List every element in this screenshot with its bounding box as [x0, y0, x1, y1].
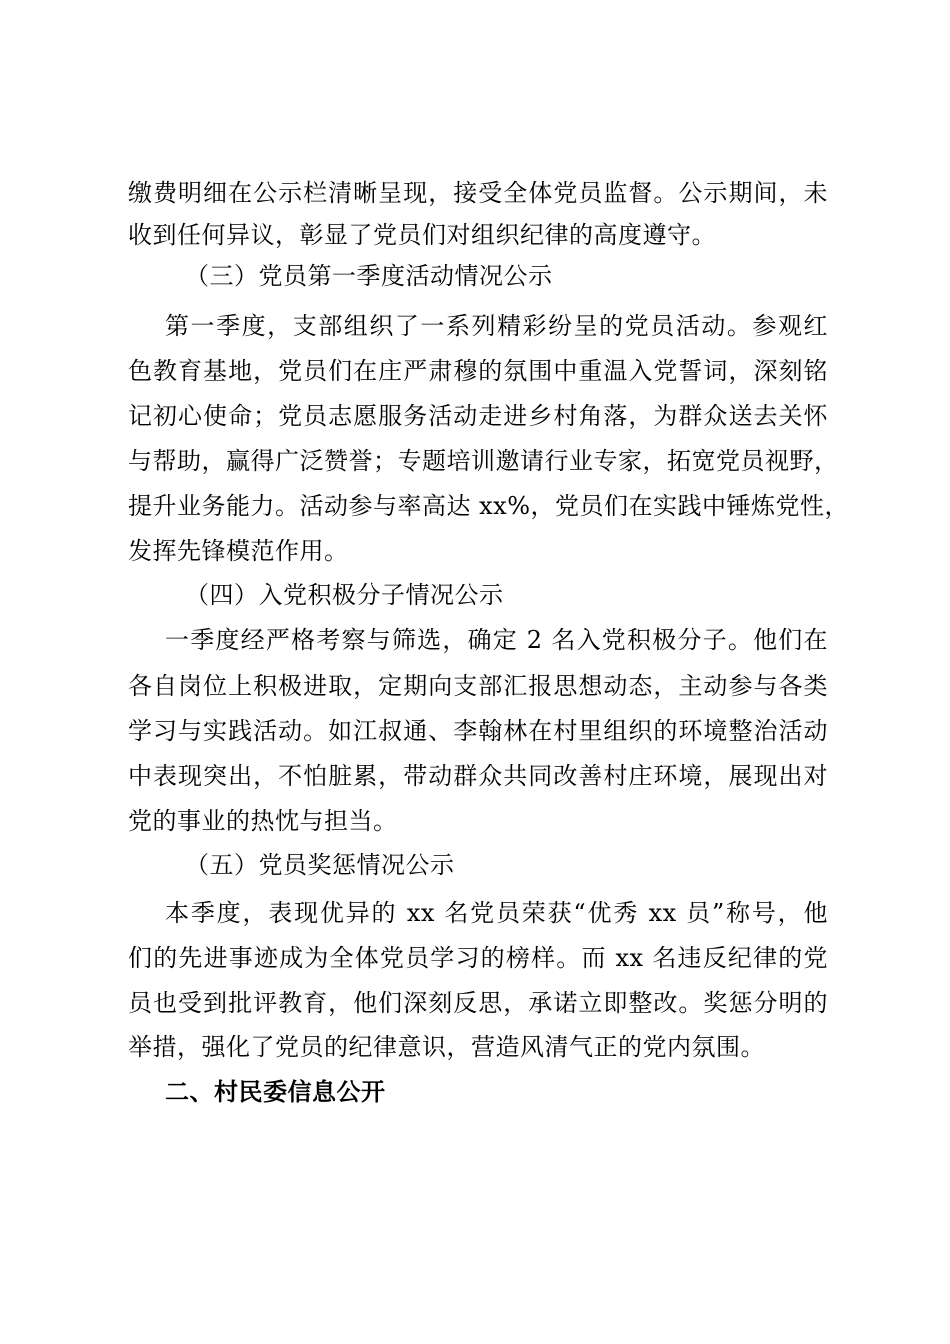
para-1-line-2: 收到任何异议，彰显了党员们对组织纪律的高度遵守。: [128, 221, 716, 249]
para-3-line-1: 一季度经严格考察与筛选，确定 2 名入党积极分子。他们在: [165, 626, 828, 654]
heading-section-3: （三）党员第一季度活动情况公示: [185, 262, 553, 290]
section-heading-2: 二、村民委信息公开: [165, 1077, 386, 1106]
para-3-line-3: 学习与实践活动。如江叔通、李翰林在村里组织的环境整治活动: [128, 717, 828, 745]
para-2-line-5: 提升业务能力。活动参与率高达 xx%，党员们在实践中锤炼党性，: [128, 492, 850, 520]
para-3-line-5: 党的事业的热忱与担当。: [128, 807, 398, 835]
heading-section-5: （五）党员奖惩情况公示: [185, 851, 455, 879]
para-2-line-4: 与帮助，赢得广泛赞誉；专题培训邀请行业专家，拓宽党员视野，: [128, 447, 839, 475]
heading-section-4: （四）入党积极分子情况公示: [185, 581, 504, 609]
para-3-line-2: 各自岗位上积极进取，定期向支部汇报思想动态，主动参与各类: [128, 672, 828, 700]
para-2-line-6: 发挥先锋模范作用。: [128, 537, 349, 565]
para-4-line-4: 举措，强化了党员的纪律意识，营造风清气正的党内氛围。: [128, 1033, 765, 1061]
para-2-line-3: 记初心使命；党员志愿服务活动走进乡村角落，为群众送去关怀: [128, 402, 828, 430]
para-1-line-1: 缴费明细在公示栏清晰呈现，接受全体党员监督。公示期间，未: [128, 179, 828, 207]
para-2-line-2: 色教育基地，党员们在庄严肃穆的氛围中重温入党誓词，深刻铭: [128, 357, 828, 385]
para-3-line-4: 中表现突出，不怕脏累，带动群众共同改善村庄环境，展现出对: [128, 762, 828, 790]
para-4-line-2: 们的先进事迹成为全体党员学习的榜样。而 xx 名违反纪律的党: [128, 944, 828, 972]
para-4-line-1: 本季度，表现优异的 xx 名党员荣获“优秀 xx 员”称号，他: [165, 899, 828, 927]
para-4-line-3: 员也受到批评教育，他们深刻反思，承诺立即整改。奖惩分明的: [128, 989, 828, 1017]
para-2-line-1: 第一季度，支部组织了一系列精彩纷呈的党员活动。参观红: [165, 312, 828, 340]
